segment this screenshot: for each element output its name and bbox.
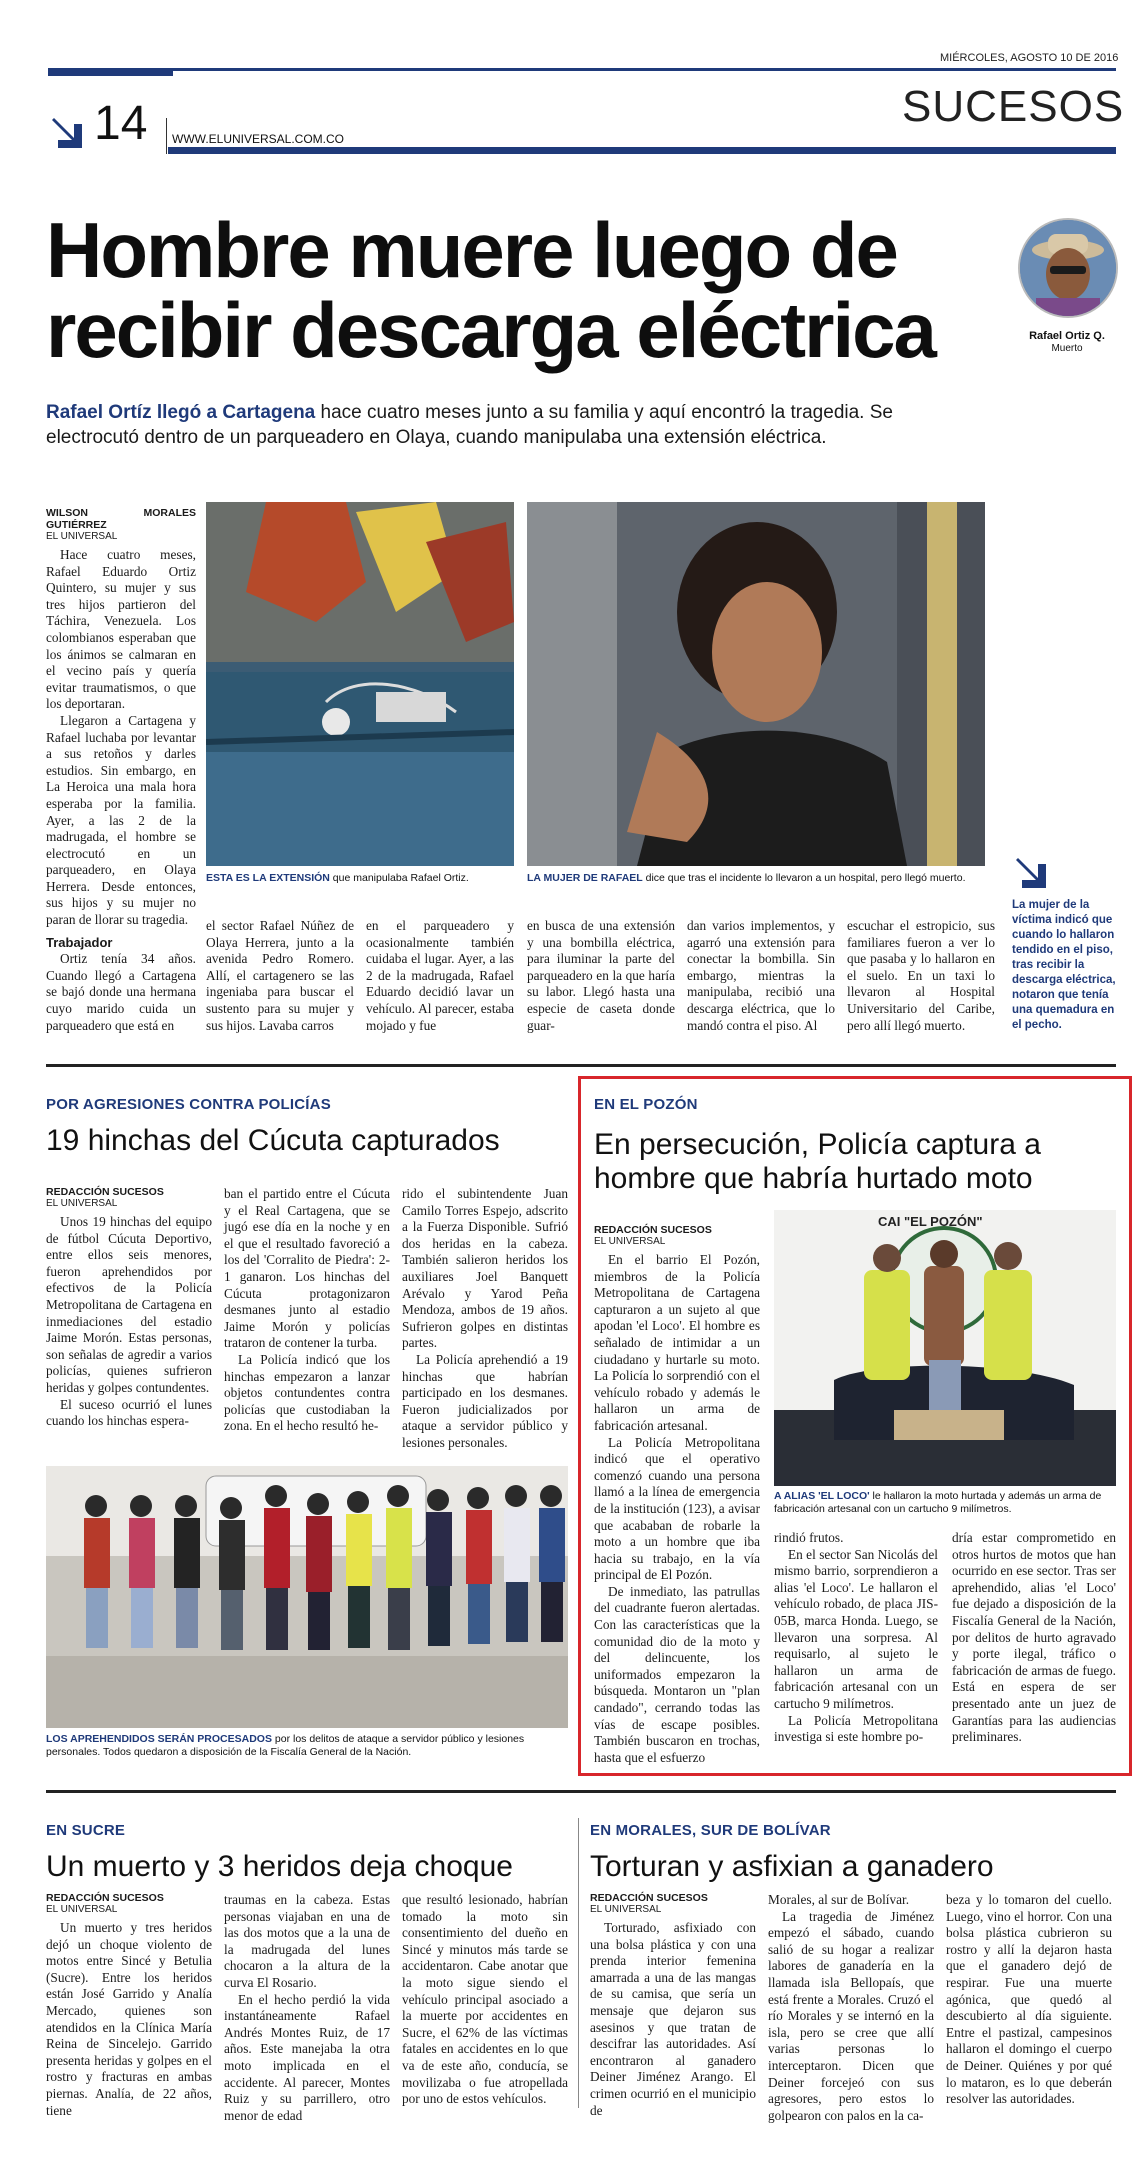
pozon-paragraph: En el barrio El Pozón, miembros de la Policía Metropolitana de Cartagena capturaron a un sujeto al que apodan 'el Loco'. El hombre es señalado de intimidar a un ciudadano y hurtarle su moto. La Policía lo sorprendió con el vehículo robado y además le hallaron un arma de fabricación artesanal. [594, 1252, 760, 1433]
header-bottom-rule [168, 147, 1116, 154]
sucre-paragraph: En el hecho perdió la vida instantáneamente Rafael Andrés Montes Ruiz, de 17 años. Este manejaba la otra moto implicada en el accidente. Al parecer, Montes Ruiz y su parrillero, otro menor de edad [224, 1991, 390, 2123]
main-headline-line2: recibir descarga eléctrica [46, 286, 935, 374]
caption-widow-lead: LA MUJER DE RAFAEL [527, 872, 643, 884]
pozon-kicker: EN EL POZÓN [594, 1096, 698, 1113]
photo-extension [206, 502, 514, 866]
cucuta-paragraph: rido el subintendente Juan Camilo Torres Espejo, adscrito a la Fuerza Disponible. Sufrió dos heridas en la cabeza. También salieron heridos los auxiliares Joel Banquett Arévalo y Yarod Peña Mendoza, ambos de 19 años. Sufrieron golpes en distintas partes. [402, 1186, 568, 1351]
photo-sign-text: CAI "EL POZÓN" [878, 1214, 983, 1229]
morales-byline-source: EL UNIVERSAL [590, 1904, 662, 1915]
cucuta-paragraph: Unos 19 hinchas del equipo de fútbol Cúcuta Deportivo, entre ellos seis menores, fueron aprehendidos por efectivos de la Policía Metropolitana de Cartagena en inmediaciones del estadio Jaime Morón. Estas personas, son señalas de agredir a varios policías, quienes sufrieron heridas y golpes contundentes. [46, 1214, 212, 1395]
pullquote-arrow-icon [1012, 848, 1056, 892]
sucre-paragraph: Un muerto y tres heridos dejó un choque violento de motos entre Sincé y Betulia (Sucre). Entre los heridos están José Garrido y Analía Mercado, quienes son atendidos en la Clínica María Reina de Sincelejo. Garrido presenta heridas y golpes en el rostro y fracturas en ambas piernas. Analía, de 22 años, tiene [46, 1920, 212, 2118]
pozon-caption-lead: A ALIAS 'EL LOCO' [774, 1490, 870, 1502]
pozon-title-line1: En persecución, Policía captura a [594, 1128, 1041, 1161]
deck-lead: Rafael Ortíz llegó a Cartagena [46, 402, 316, 423]
morales-paragraph: beza y lo tomaron del cuello. Luego, vino el horror. Con una bolsa plástica cubrieron su rostro y allí la dejaron hasta que el ganadero dejó de respirar. Fue una muerte agónica, que quedó al descubierto al día siguiente. Entre el pastizal, campesinos hallaron el domingo el cuerpo de Deiner. Quiénes y por qué lo mataron, es lo que deberán resolver las autoridades. [946, 1892, 1112, 2107]
pozon-paragraph: En el sector San Nicolás del mismo barrio, sorprendieron a alias 'el Loco'. Le hallaron el vehículo robado, de placa JIS-05B, marca Honda. Luego, se llevaron una sorpresa. Al requisarlo, al sujeto le hallaron un arma de fabricación artesanal con un cartucho 9 milímetros. [774, 1546, 938, 1711]
photo-el-loco [774, 1210, 1116, 1486]
pozon-caption [774, 1490, 1116, 1516]
cucuta-paragraph: La Policía aprehendió a 19 hinchas que habrían participado en los desmanes. Fueron judicializados por ataque a servidor público y lesiones personales. [402, 1351, 568, 1450]
main-paragraph: en el parqueadero y ocasionalmente también cuidaba el lugar. Ayer, a las 2 de la madrugada, Rafael Eduardo decidió lavar un vehículo. Al parecer, estaba mojado y fue [366, 918, 514, 1033]
pullquote: La mujer de la víctima indicó que cuando lo hallaron tendido en el piso, tras recibir la descarga eléctrica, notaron que tenía una quemadura en el pecho. [1012, 899, 1116, 1031]
morales-paragraph: La tragedia de Jiménez empezó el sábado, cuando salió de su hogar a realizar labores de ganadería en la llamada isla Bellopaís, que está frente a Morales. Cruzó el río Morales y se internó en la isla, pero se cree que allí varias personas lo interceptaron. Dicen que Deiner forcejeó con sus agresores, pero estos lo golpearon con palos en la ca- [768, 1908, 934, 2123]
pozon-title-line2: hombre que habría hurtado moto [594, 1162, 1033, 1195]
section-title: SUCESOS [902, 82, 1125, 131]
photo-fans-captured [46, 1466, 568, 1728]
main-paragraph: Ortiz tenía 34 años. Cuando llegó a Cartagena se bajó donde una hermana cuyo marido cuida un parqueadero que está en [46, 951, 196, 1033]
section-divider-2 [46, 1790, 1116, 1793]
main-col-5 [687, 918, 835, 1034]
sucre-byline: REDACCIÓN SUCESOS [46, 1892, 164, 1904]
caption-widow-text: dice que tras el incidente lo llevaron a un hospital, pero llegó muerto. [642, 872, 966, 884]
main-headline [46, 206, 935, 374]
sucre-paragraph: que resultó lesionado, habrían tomado la moto sin consentimiento del dueño en Sincé y minutos más tarde se accidentaron. Cabe anotar que la moto sigue siendo el vehículo principal asociado a la muerte por accidentes en Sucre, el 62% de las víctimas fatales en accidentes en lo que va de este año, conducía, se movilizaba o fue atropellada por uno de estos vehículos. [402, 1892, 568, 2107]
cucuta-caption-text: por los delitos de ataque a servidor público y lesiones personales. Todos quedaron a disposición de la Fiscalía General de la Nación. [46, 1733, 525, 1758]
cucuta-byline: REDACCIÓN SUCESOS [46, 1186, 164, 1198]
pozon-paragraph: De inmediato, las patrullas del cuadrante fueron alertadas. Con las características que la comunidad dio de la moto y del delincuente, los uniformados empezaron la búsqueda. Montaron un "plan candado", cerrando todas las vías de escape posibles. También buscaron en trochas, hasta que el esfuerzo [594, 1583, 760, 1765]
main-subhead: Trabajador [46, 934, 113, 950]
pozon-col-3 [952, 1530, 1116, 1746]
header-accent-bar [48, 68, 173, 76]
cucuta-col-1 [46, 1186, 212, 1430]
sucre-col-2 [224, 1892, 390, 2124]
cucuta-paragraph: El suceso ocurrió el lunes cuando los hinchas espera- [46, 1396, 212, 1429]
morales-paragraph: Torturado, asfixiado con una bolsa plástica y con una prenda interior femenina amarrada a una de las mangas de su camisa, que sería un mensaje que dejaron sus asesinos y que tratan de descifrar las autoridades. Así encontraron al ganadero Deiner Jiménez Arango. El crimen ocurrió en el municipio de [590, 1920, 756, 2118]
main-paragraph: en busca de una extensión y una bombilla eléctrica, para iluminar la parte del parqueadero en la que haría su labor. Llegó hasta una especie de caseta donde guar- [527, 918, 675, 1033]
cucuta-col-3 [402, 1186, 568, 1452]
page-number-divider [166, 118, 167, 154]
portrait-photo [1018, 218, 1118, 318]
caption-widow [527, 872, 1007, 885]
sucre-col-1 [46, 1892, 212, 2119]
caption-extension [206, 872, 514, 885]
main-col-1 [46, 507, 196, 1034]
morales-kicker: EN MORALES, SUR DE BOLÍVAR [590, 1822, 831, 1839]
cucuta-title: 19 hinchas del Cúcuta capturados [46, 1124, 500, 1157]
main-byline-source: EL UNIVERSAL [46, 531, 118, 542]
sucre-title: Un muerto y 3 heridos deja choque [46, 1850, 513, 1883]
arrow-down-right-icon [48, 108, 92, 152]
main-paragraph: Hace cuatro meses, Rafael Eduardo Ortiz Quintero, su mujer y sus tres hijos partieron del Táchira, Venezuela. Los colombianos esperaban que los ánimos se calmaran en el vecino país y quería evitar traumatismos, o que los deportaran. [46, 547, 196, 712]
website-url: WWW.ELUNIVERSAL.COM.CO [172, 132, 345, 146]
morales-col-1 [590, 1892, 756, 2119]
morales-byline: REDACCIÓN SUCESOS [590, 1892, 708, 1904]
caption-extension-text: que manipulaba Rafael Ortiz. [329, 872, 469, 884]
header-top-rule [48, 68, 1116, 71]
page-number: 14 [94, 97, 148, 150]
section-divider-1 [46, 1064, 1116, 1067]
main-col-3 [366, 918, 514, 1034]
main-paragraph: el sector Rafael Núñez de Olaya Herrera, junto a la avenida Pedro Romero. Allí, el cartagenero se las ingeniaba para buscar el sustento para su mujer y sus hijos. Lavaba carros [206, 918, 354, 1033]
main-col-4 [527, 918, 675, 1034]
caption-extension-lead: ESTA ES LA EXTENSIÓN [206, 872, 330, 884]
pozon-paragraph: La Policía Metropolitana indicó que el operativo comenzó cuando una persona llamó a la línea de emergencia de la institución (123), a avisar que acababan de robarle la moto a un hombre que iba hacia su trabajo, en la vía principal de El Pozón. [594, 1434, 760, 1583]
column-divider [578, 1818, 579, 2108]
portrait-role: Muerto [1051, 343, 1083, 354]
sucre-byline-source: EL UNIVERSAL [46, 1904, 118, 1915]
main-headline-line1: Hombre muere luego de [46, 206, 897, 294]
pozon-col-2 [774, 1530, 938, 1746]
cucuta-kicker: POR AGRESIONES CONTRA POLICÍAS [46, 1096, 331, 1113]
pozon-paragraph: rindió frutos. [774, 1530, 844, 1545]
main-col-6 [847, 918, 995, 1034]
cucuta-caption-lead: LOS APREHENDIDOS SERÁN PROCESADOS [46, 1733, 272, 1745]
morales-col-3 [946, 1892, 1112, 2108]
photo-widow [527, 502, 985, 866]
sucre-kicker: EN SUCRE [46, 1822, 126, 1839]
sucre-col-3 [402, 1892, 568, 2108]
morales-col-2 [768, 1892, 934, 2124]
sucre-paragraph: traumas en la cabeza. Estas personas viajaban en una de las dos motos que a la una de la madrugada del lunes chocaron a la altura de la curva El Rosario. [224, 1892, 390, 1990]
pozon-byline: REDACCIÓN SUCESOS [594, 1224, 712, 1236]
main-paragraph: Llegaron a Cartagena y Rafael luchaba por levantar a sus retoños y darles estudios. Sin embargo, en La Heroica una mala hora esperaba por la familia. Ayer, a las 2 de la madrugada, el hombre se electrocutó en un parqueadero, en Olaya Herrera. Desde entonces, sus hijos y su mujer no paran de llorar su tragedia. [46, 712, 196, 928]
cucuta-byline-source: EL UNIVERSAL [46, 1198, 118, 1209]
pozon-paragraph: dría estar comprometido en otros hurtos de motos que han ocurrido en ese sector. Tras ser aprehendido, alias 'el Loco' fue dejado a disposición de la Fiscalía General de la Nación, por delitos de hurto agravado y porte ilegal, tráfico o fabricación de armas de fuego. Está en espera de ser presentado ante un juez de Garantías para las audiencias preliminares. [952, 1530, 1116, 1745]
cucuta-col-2 [224, 1186, 390, 1435]
cucuta-caption [46, 1733, 568, 1759]
pozon-caption-text: le hallaron la moto hurtada y además un arma de fabricación artesanal con un cartucho 9 milímetros. [774, 1490, 1102, 1515]
main-byline: WILSON MORALES GUTIÉRREZ [46, 507, 196, 531]
pozon-byline-source: EL UNIVERSAL [594, 1236, 666, 1247]
pozon-title [594, 1128, 1114, 1196]
main-paragraph: escuchar el estropicio, sus familiares fueron a ver lo que pasaba y lo hallaron en el suelo. En un taxi lo llevaron al Hospital Universitario del Caribe, pero allí llegó muerto. [847, 918, 995, 1033]
main-col-2 [206, 918, 354, 1034]
main-deck [46, 400, 986, 450]
portrait-name: Rafael Ortiz Q. [1029, 330, 1105, 342]
cucuta-paragraph: ban el partido entre el Cúcuta y el Real Cartagena, que se jugó ese día en la noche y en el que el resultado favoreció a los del 'Corralito de Piedra': 2-1 ganaron. Los hinchas del Cúcuta protagonizaron desmanes junto al estadio Jaime Morón y policías trataron de contener la turba. [224, 1186, 390, 1351]
pozon-paragraph: La Policía Metropolitana investiga si este hombre po- [774, 1712, 938, 1745]
cucuta-paragraph: La Policía indicó que los hinchas empezaron a lanzar objetos contundentes contra policías que custodiaban la zona. En el hecho resultó he- [224, 1351, 390, 1434]
main-paragraph: dan varios implementos, y agarró una extensión para conectar la bombilla. Sin embargo, mientras la manipulaba, recibió una descarga eléctrica, que lo mandó contra el piso. Al [687, 918, 835, 1033]
pozon-col-1 [594, 1224, 760, 1766]
morales-title: Torturan y asfixian a ganadero [590, 1850, 994, 1883]
morales-paragraph: Morales, al sur de Bolívar. [768, 1892, 910, 1907]
deck-text: hace cuatro meses junto a su familia y aquí encontró la tragedia. Se electrocutó dentro de un parqueadero en Olaya, cuando manipulaba una extensión eléctrica. [46, 402, 893, 448]
publication-date: MIÉRCOLES, AGOSTO 10 DE 2016 [940, 52, 1119, 64]
